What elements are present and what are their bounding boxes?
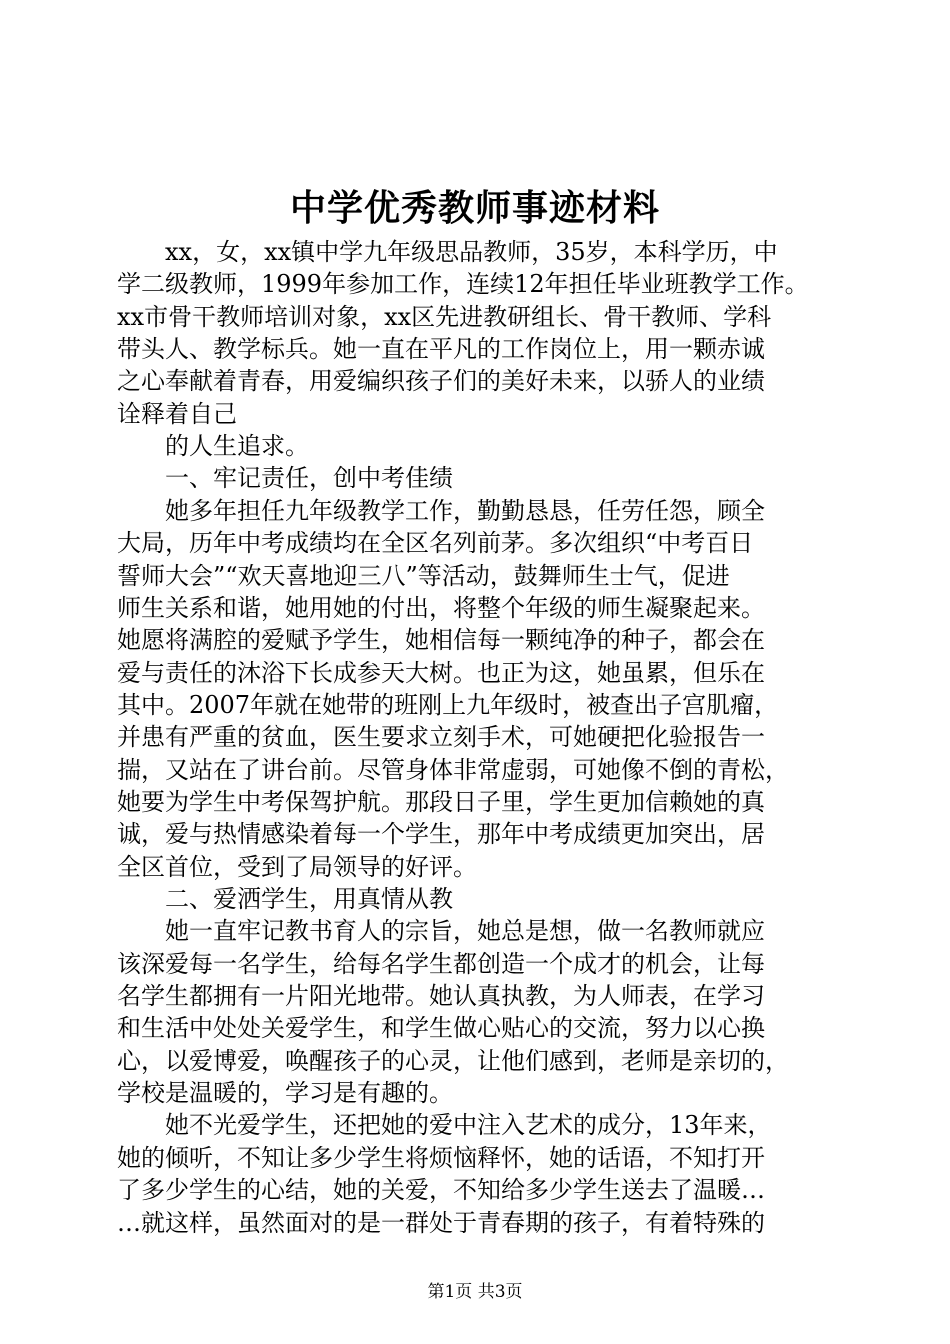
body-line: 誓师大会”“欢天喜地迎三八”等活动，鼓舞师生士气，促进 bbox=[117, 561, 730, 590]
body-line: 之心奉献着青春，用爱编织孩子们的美好未来，以骄人的业绩 bbox=[117, 367, 765, 396]
body-line: 带头人、教学标兵。她一直在平凡的工作岗位上，用一颗赤诚 bbox=[117, 335, 765, 364]
page-footer: 第1页 共3页 bbox=[427, 1282, 523, 1302]
body-line: 她愿将满腔的爱赋予学生，她相信每一颗纯净的种子，都会在 bbox=[117, 626, 765, 655]
body-line: 该深爱每一名学生，给每名学生都创造一个成才的机会，让每 bbox=[117, 949, 765, 978]
body-line: 一、牢记责任，创中考佳绩 bbox=[117, 464, 453, 493]
body-line: 二、爱洒学生，用真情从教 bbox=[117, 885, 453, 913]
body-line: 诚，爱与热情感染着每一个学生，那年中考成绩更加突出，居 bbox=[117, 820, 765, 849]
document-title: 中学优秀教师事迹材料 bbox=[289, 187, 660, 229]
body-line: 和生活中处处关爱学生，和学生做心贴心的交流，努力以心换 bbox=[117, 1014, 765, 1043]
body-line: xx，女，xx镇中学九年级思品教师，35岁，本科学历，中 bbox=[117, 238, 778, 266]
body-line: 她的倾听，不知让多少学生将烦恼释怀，她的话语，不知打开 bbox=[117, 1143, 765, 1172]
body-line: 爱与责任的沐浴下长成参天大树。也正为这，她虽累，但乐在 bbox=[117, 658, 765, 687]
body-line: 心，以爱博爱，唤醒孩子的心灵，让他们感到，老师是亲切的， bbox=[117, 1046, 789, 1075]
body-line: 名学生都拥有一片阳光地带。她认真执教，为人师表，在学习 bbox=[117, 982, 765, 1011]
body-line: 她多年担任九年级教学工作，勤勤恳恳，任劳任怨，顾全 bbox=[117, 496, 765, 525]
body-line: 揣，又站在了讲台前。尽管身体非常虚弱，可她像不倒的青松， bbox=[117, 755, 789, 784]
body-line: 她一直牢记教书育人的宗旨，她总是想，做一名教师就应 bbox=[117, 917, 765, 946]
body-line: 全区首位，受到了局领导的好评。 bbox=[117, 852, 477, 881]
body-line: 学校是温暖的，学习是有趣的。 bbox=[117, 1079, 453, 1108]
body-line: 学二级教师，1999年参加工作，连续12年担任毕业班教学工作。 bbox=[117, 270, 809, 299]
body-line: xx市骨干教师培训对象，xx区先进教研组长、骨干教师、学科 bbox=[117, 302, 772, 331]
body-line: 诠释着自己 bbox=[117, 399, 237, 428]
body-line: …就这样，虽然面对的是一群处于青春期的孩子，有着特殊的 bbox=[117, 1208, 765, 1237]
body-line: 大局，历年中考成绩均在全区名列前茅。多次组织“中考百日 bbox=[117, 529, 754, 558]
body-line: 师生关系和谐，她用她的付出，将整个年级的师生凝聚起来。 bbox=[117, 593, 765, 622]
body-line: 其中。2007年就在她带的班刚上九年级时，被查出子宫肌瘤， bbox=[117, 690, 779, 719]
body-line: 的人生追求。 bbox=[117, 432, 309, 461]
body-line: 她不光爱学生，还把她的爱中注入艺术的成分，13年来， bbox=[117, 1111, 772, 1140]
body-line: 了多少学生的心结，她的关爱，不知给多少学生送去了温暖… bbox=[117, 1176, 765, 1205]
body-line: 她要为学生中考保驾护航。那段日子里，学生更加信赖她的真 bbox=[117, 787, 765, 816]
body-line: 并患有严重的贫血，医生要求立刻手术，可她硬把化验报告一 bbox=[117, 723, 765, 752]
